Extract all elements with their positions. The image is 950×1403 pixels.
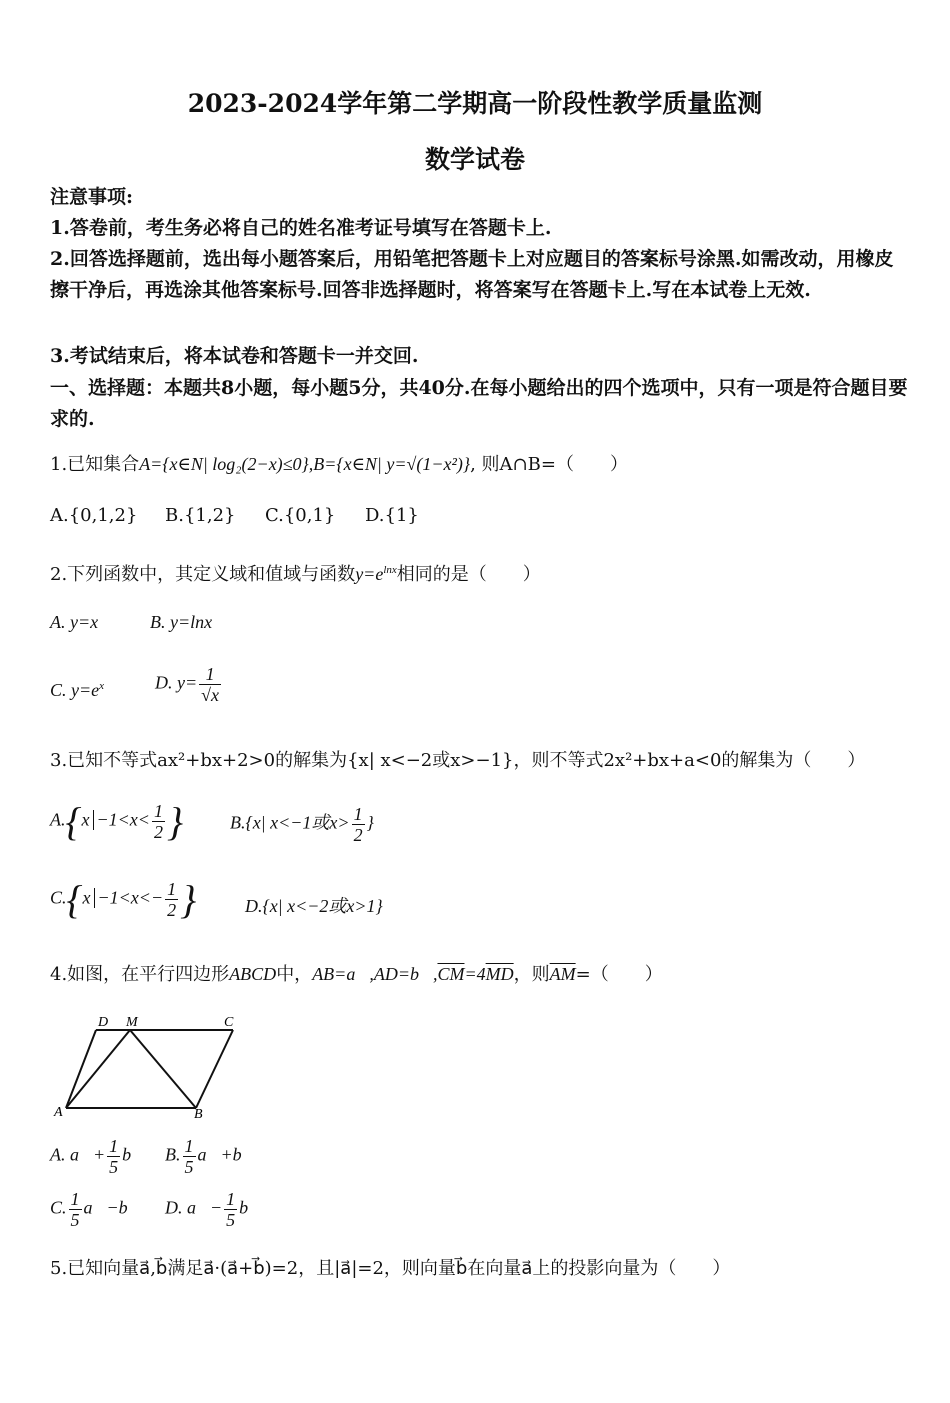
notice-item-3: 3.考试结束后，将本试卷和答题卡一并交回. (50, 345, 419, 367)
label-c: C (224, 1015, 234, 1030)
label-a: A (54, 1105, 63, 1120)
q4-b-den: 5 (184, 1157, 194, 1177)
q4-d-fraction (224, 1189, 237, 1230)
q1-set-b: ,B={x∈N| y=√(1−x²)} (308, 454, 471, 474)
q3-a-label: A. (50, 809, 66, 830)
q4-tail: =（ ） (575, 964, 663, 985)
q2-option-c (50, 680, 104, 701)
edge-cb (196, 1030, 233, 1108)
q1-set-a: A={x∈N| log₂(2−x)≤0} (139, 454, 309, 474)
q4-then: ，则 (513, 964, 550, 985)
q3-option-b (230, 804, 374, 845)
q4-abcd: ABCD (229, 964, 277, 984)
q1-option-d: D.{1} (365, 505, 419, 526)
q3-option-d: D.{x| x<−2或x>1} (245, 896, 383, 916)
q2-c-sup: x (99, 680, 105, 692)
q2-option-d (155, 664, 223, 705)
q3-b-fraction (352, 804, 365, 845)
question-5: 5.已知向量a⃗,b⃗满足a⃗·(a⃗+b⃗)=2，且|a⃗|=2，则向量b⃗在向量a⃗上的投影向量为（ ） (50, 1258, 731, 1279)
q4-option-d (165, 1189, 262, 1230)
notice-item-2: 2.回答选择题前，选出每小题答案后，用铅笔把答题卡上对应题目的答案标号涂黑.如需改动，用橡皮擦干净后，再选涂其他答案标号.回答非选择题时，将答案写在答题卡上.写在本试卷上无效. (50, 248, 894, 301)
q4-option-b (165, 1136, 256, 1177)
q2-d-num: 1 (205, 664, 215, 684)
left-brace-icon: { (66, 877, 83, 922)
q4-a-den: 5 (109, 1157, 119, 1177)
q4-c-num: 1 (70, 1189, 80, 1209)
segment-ma (66, 1030, 130, 1108)
q4-b-fraction (183, 1136, 196, 1177)
exam-subtitle: 数学试卷 (424, 145, 525, 174)
q1-option-c: C.{0,1} (265, 505, 336, 526)
q4-option-a (50, 1136, 145, 1177)
q4-vec-cm: $\overline{CM}$ (437, 964, 465, 984)
q4-b-lead: B. (165, 1144, 181, 1165)
q1-option-a: A.{0,1,2} (50, 505, 138, 526)
q2-func-sup: lnx (383, 564, 397, 576)
q2-c-text: C. y=e (50, 680, 100, 700)
q2-tail: 相同的是（ ） (396, 564, 541, 585)
q1-prefix: 1.已知集合 (50, 454, 140, 475)
q4-eq4: =4 (464, 964, 486, 984)
parallelogram-figure (48, 1010, 248, 1120)
q2-d-fraction (199, 664, 221, 705)
question-2 (50, 560, 541, 586)
segment-mb (130, 1030, 196, 1108)
q1-option-b: B.{1,2} (165, 505, 236, 526)
q3-a-body: x (81, 809, 90, 830)
q2-stem: 2.下列函数中，其定义域和值域与函数 (50, 564, 356, 585)
q4-c-lead: C. (50, 1197, 67, 1218)
right-brace-icon: } (180, 877, 197, 922)
edge-da (66, 1030, 96, 1108)
label-m: M (126, 1015, 138, 1030)
q3-c-cond: −1<x<− (97, 887, 164, 908)
question-4 (50, 960, 663, 986)
q3-c-fraction (165, 879, 178, 920)
q2-d-den: √x (201, 685, 220, 705)
q3-a-den: 2 (153, 822, 163, 842)
q4-d-tail: b⃗ (239, 1197, 263, 1218)
q3-c-label: C. (50, 887, 67, 908)
exam-title: 2023-2024学年第二学期高一阶段性教学质量监测 (187, 89, 763, 118)
q4-b-num: 1 (184, 1136, 194, 1156)
right-brace-icon: } (166, 799, 183, 844)
q3-option-c (50, 876, 196, 923)
q2-d-text: D. y= (155, 672, 198, 693)
q4-a-fraction (107, 1136, 120, 1177)
q1-suffix: , 则A∩B=（ ） (470, 454, 628, 475)
q2-option-a: A. y=x (50, 612, 99, 632)
q3-c-body: x (82, 887, 91, 908)
q3-a-cond: −1<x< (96, 809, 150, 830)
q4-d-lead: D. a⃗− (165, 1197, 223, 1218)
q4-d-num: 1 (226, 1189, 236, 1209)
q4-a-num: 1 (109, 1136, 119, 1156)
notice-heading: 注意事项: (50, 186, 134, 208)
question-1 (50, 450, 628, 476)
q4-stem-a: 4.如图，在平行四边形 (50, 964, 230, 985)
q4-c-den: 5 (70, 1210, 80, 1230)
label-b: B (194, 1107, 203, 1120)
q3-b-end: } (366, 812, 374, 833)
question-3: 3.已知不等式ax²+bx+2>0的解集为{x| x<−2或x>−1}，则不等式2x²+bx+a<0的解集为（ ） (50, 750, 866, 771)
label-d: D (98, 1015, 109, 1030)
q4-b-tail: a⃗+b⃗ (197, 1144, 256, 1165)
left-brace-icon: { (65, 799, 82, 844)
q4-stem-b: 中， (276, 964, 313, 985)
q4-vec-am: $\overline{AM}$ (549, 964, 576, 984)
q2-option-b: B. y=lnx (150, 612, 213, 632)
q3-c-den: 2 (167, 900, 177, 920)
q4-relations: AB=a⃗,AD=b⃗, (312, 964, 438, 984)
q3-c-num: 1 (167, 879, 177, 899)
q4-vec-md: $\overline{MD}$ (485, 964, 514, 984)
q3-b-den: 2 (353, 825, 363, 845)
q2-func: y=e (355, 564, 384, 584)
q4-option-c (50, 1189, 142, 1230)
section-heading: 一、选择题：本题共8小题，每小题5分，共40分.在每小题给出的四个选项中，只有一项是符合题目要求的. (50, 377, 908, 430)
q4-c-fraction (69, 1189, 82, 1230)
q3-a-fraction (152, 801, 165, 842)
q3-a-num: 1 (153, 801, 163, 821)
q4-d-den: 5 (226, 1210, 236, 1230)
q3-b-num: 1 (353, 804, 363, 824)
q4-a-tail: b⃗ (122, 1144, 146, 1165)
q3-option-a (50, 798, 183, 845)
q3-a-bar (93, 810, 94, 830)
q3-b-label: B.{x| x<−1或x> (230, 812, 350, 833)
q3-c-bar (94, 888, 95, 908)
q4-c-tail: a⃗−b⃗ (83, 1197, 142, 1218)
q4-a-lead: A. a⃗+ (50, 1144, 106, 1165)
notice-item-1: 1.答卷前，考生务必将自己的姓名准考证号填写在答题卡上. (50, 217, 552, 239)
